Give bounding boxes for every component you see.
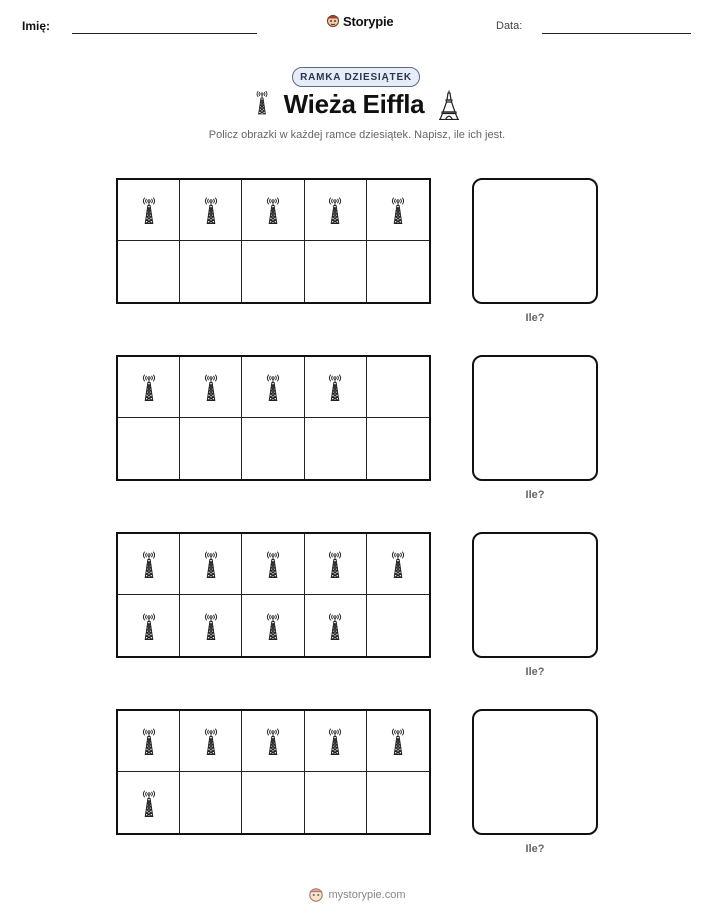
frame-cell (180, 241, 242, 302)
radio-tower-icon (264, 543, 282, 585)
radio-tower-icon (140, 605, 158, 647)
answer-prompt: Ile? (525, 666, 545, 678)
radio-tower-icon (140, 543, 158, 585)
eiffel-tower-icon (438, 90, 460, 120)
frame-cell (367, 241, 429, 302)
frame-cell (242, 711, 304, 772)
date-field[interactable] (542, 33, 691, 34)
frame-cell (180, 711, 242, 772)
radio-tower-icon (264, 720, 282, 762)
frame-cell (242, 595, 304, 656)
frame-cell (305, 595, 367, 656)
radio-tower-icon (264, 189, 282, 231)
date-label: Data: (496, 20, 523, 32)
frame-cell (242, 357, 304, 418)
frame-cell (367, 711, 429, 772)
frame-cell (242, 772, 304, 833)
ten-frame-1 (116, 178, 431, 304)
frame-cell (305, 418, 367, 479)
answer-box-2[interactable] (472, 355, 598, 481)
instructions: Policz obrazki w każdej ramce dziesiątek. Napisz, ile ich jest. (208, 129, 506, 141)
title-row (0, 88, 714, 121)
answer-box-4[interactable] (472, 709, 598, 835)
radio-tower-icon (140, 366, 158, 408)
frame-cell (118, 711, 180, 772)
ten-frame-2 (116, 355, 431, 481)
answer-box-3[interactable] (472, 532, 598, 658)
radio-tower-icon (202, 189, 220, 231)
frame-cell (367, 595, 429, 656)
title-tower-icon (254, 88, 270, 121)
frame-cell (180, 772, 242, 833)
frame-cell (118, 418, 180, 479)
radio-tower-icon (264, 605, 282, 647)
frame-cell (118, 241, 180, 302)
radio-tower-icon (389, 543, 407, 585)
frame-cell (367, 534, 429, 595)
radio-tower-icon (326, 543, 344, 585)
frame-cell (118, 772, 180, 833)
frame-cell (180, 418, 242, 479)
frame-cell (242, 180, 304, 241)
answer-box-1[interactable] (472, 178, 598, 304)
frame-cell (305, 241, 367, 302)
brand-logo (326, 13, 393, 29)
frame-cell (180, 534, 242, 595)
frame-cell (242, 418, 304, 479)
frame-cell (242, 534, 304, 595)
frame-cell (180, 180, 242, 241)
radio-tower-icon (389, 720, 407, 762)
radio-tower-icon (254, 88, 270, 116)
frame-cell (242, 241, 304, 302)
frame-cell (305, 357, 367, 418)
answer-prompt: Ile? (525, 312, 545, 324)
page-title: Wieża Eiffla (283, 89, 425, 119)
frame-cell (180, 357, 242, 418)
frame-cell (118, 357, 180, 418)
radio-tower-icon (389, 189, 407, 231)
frame-cell (305, 180, 367, 241)
answer-prompt: Ile? (525, 843, 545, 855)
ten-frame-3 (116, 532, 431, 658)
frame-cell (305, 534, 367, 595)
storypie-mascot-icon (308, 886, 324, 904)
name-label: Imię: (22, 19, 51, 33)
brand-name: Storypie (343, 13, 394, 29)
frame-cell (118, 595, 180, 656)
storypie-mascot-icon (326, 13, 340, 29)
radio-tower-icon (140, 782, 158, 824)
frame-cell (118, 534, 180, 595)
radio-tower-icon (202, 605, 220, 647)
radio-tower-icon (326, 189, 344, 231)
radio-tower-icon (326, 605, 344, 647)
radio-tower-icon (202, 720, 220, 762)
radio-tower-icon (326, 366, 344, 408)
frame-cell (367, 418, 429, 479)
answer-prompt: Ile? (525, 489, 545, 501)
radio-tower-icon (140, 189, 158, 231)
worksheet-type-badge: RAMKA DZIESIĄTEK (292, 67, 420, 87)
name-field[interactable] (72, 33, 257, 34)
frame-cell (305, 772, 367, 833)
radio-tower-icon (264, 366, 282, 408)
frame-cell (367, 180, 429, 241)
footer-website: mystorypie.com (328, 889, 406, 901)
radio-tower-icon (140, 720, 158, 762)
footer (0, 886, 714, 904)
frame-cell (180, 595, 242, 656)
frame-cell (305, 711, 367, 772)
frame-cell (367, 357, 429, 418)
radio-tower-icon (326, 720, 344, 762)
frame-cell (118, 180, 180, 241)
radio-tower-icon (202, 366, 220, 408)
frame-cell (367, 772, 429, 833)
radio-tower-icon (202, 543, 220, 585)
ten-frame-4 (116, 709, 431, 835)
